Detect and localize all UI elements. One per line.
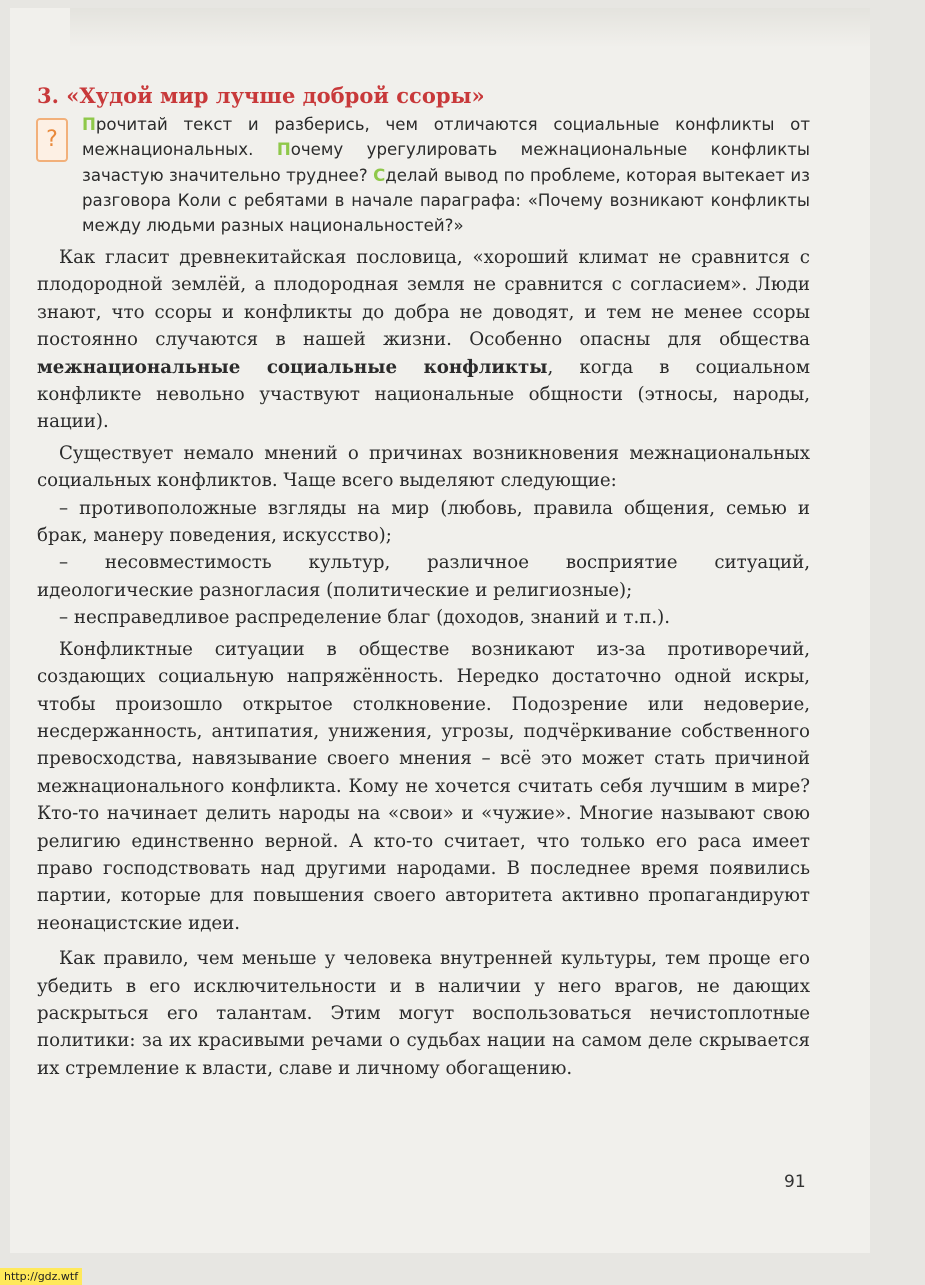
list-item-3: – несправедливое распределение благ (доходов, знаний и т.п.). bbox=[59, 607, 671, 629]
paragraph-3: Конфликтные ситуации в обществе возникают из-за противоречий, создающих социальную напряжённость. Нередко достаточно одной искры, чтобы произошло открытое столкновение. Подозрение или недоверие, несдержанность, антипатия, унижения, угрозы, подчёркивание собственного превосходства, навязывание своего мнения – всё это может стать причиной межнационального конфликта. Кому не хочется считать себя лучшим в мире? Кто-то начинает делить народы на «свои» и «чужие». Многие называют свою религию единственно верной. А кто-то считает, что только его раса имеет право господствовать над другими народами. В последнее время появились партии, которые для повышения своего авторитета активно пропагандируют неонацистские идеи. bbox=[37, 638, 810, 934]
task-sentence-2: очему урегулировать межнациональные конфликты зачастую значительно труднее? bbox=[82, 140, 811, 185]
page-shadow bbox=[70, 8, 870, 48]
task-sentence-1: рочитай текст и разберись, чем отличаются социальные конфликты от межнациональных. bbox=[82, 115, 810, 160]
paragraph-1 bbox=[37, 244, 810, 436]
list-item-1: – противоположные взгляды на мир (любовь, правила общения, семью и брак, манеру поведения, искусство); bbox=[37, 497, 810, 547]
paragraph-4: Как правило, чем меньше у человека внутренней культуры, тем проще его убедить в его исключительности и в наличии у него врагов, не дающих раскрыться его талантам. Этим могут воспользоваться нечистоплотные политики: за их красивыми речами о судьбах нации на самом деле скрывается их стремление к власти, славе и личному обогащению. bbox=[37, 948, 810, 1079]
task-sentence-3: делай вывод по проблеме, которая вытекает из разговора Коли с ребятами в начале параграфа: «Почему возникают конфликты между людьми разных национальностей?» bbox=[82, 165, 810, 236]
paragraph-1-start: Как гласит древнекитайская пословица, «хороший климат не сравнится с плодородной землёй, а плодородная земля не сравнится с согласием». Люди знают, что ссоры и конфликты до добра не доводят, и тем не менее ссоры постоянно случаются в нашей жизни. Особенно опасны для общества bbox=[37, 247, 810, 351]
task-cap-1: П bbox=[82, 115, 96, 134]
section-title: 3. «Худой мир лучше доброй ссоры» bbox=[37, 83, 485, 108]
task-cap-2: П bbox=[276, 140, 291, 160]
question-icon bbox=[36, 118, 68, 162]
list-item-2: – несовместимость культур, различное восприятие ситуаций, идеологические разногласия (политические и религиозные); bbox=[37, 552, 810, 601]
main-text bbox=[37, 244, 810, 1082]
question-mark: ? bbox=[46, 127, 58, 152]
paragraph-2: Существует немало мнений о причинах возникновения межнациональных социальных конфликтов. Чаще всего выделяют следующие: bbox=[37, 442, 810, 492]
term-bold: межнациональные социальные конфликты bbox=[37, 356, 548, 378]
page-number: 91 bbox=[784, 1172, 806, 1192]
paragraph-1-end: , когда в социальном конфликте невольно участвуют национальные общности (этносы, народы, нации). bbox=[37, 356, 810, 433]
watermark-link[interactable]: http://gdz.wtf bbox=[0, 1268, 82, 1285]
task-cap-3: С bbox=[373, 165, 386, 185]
task-text bbox=[82, 112, 810, 238]
